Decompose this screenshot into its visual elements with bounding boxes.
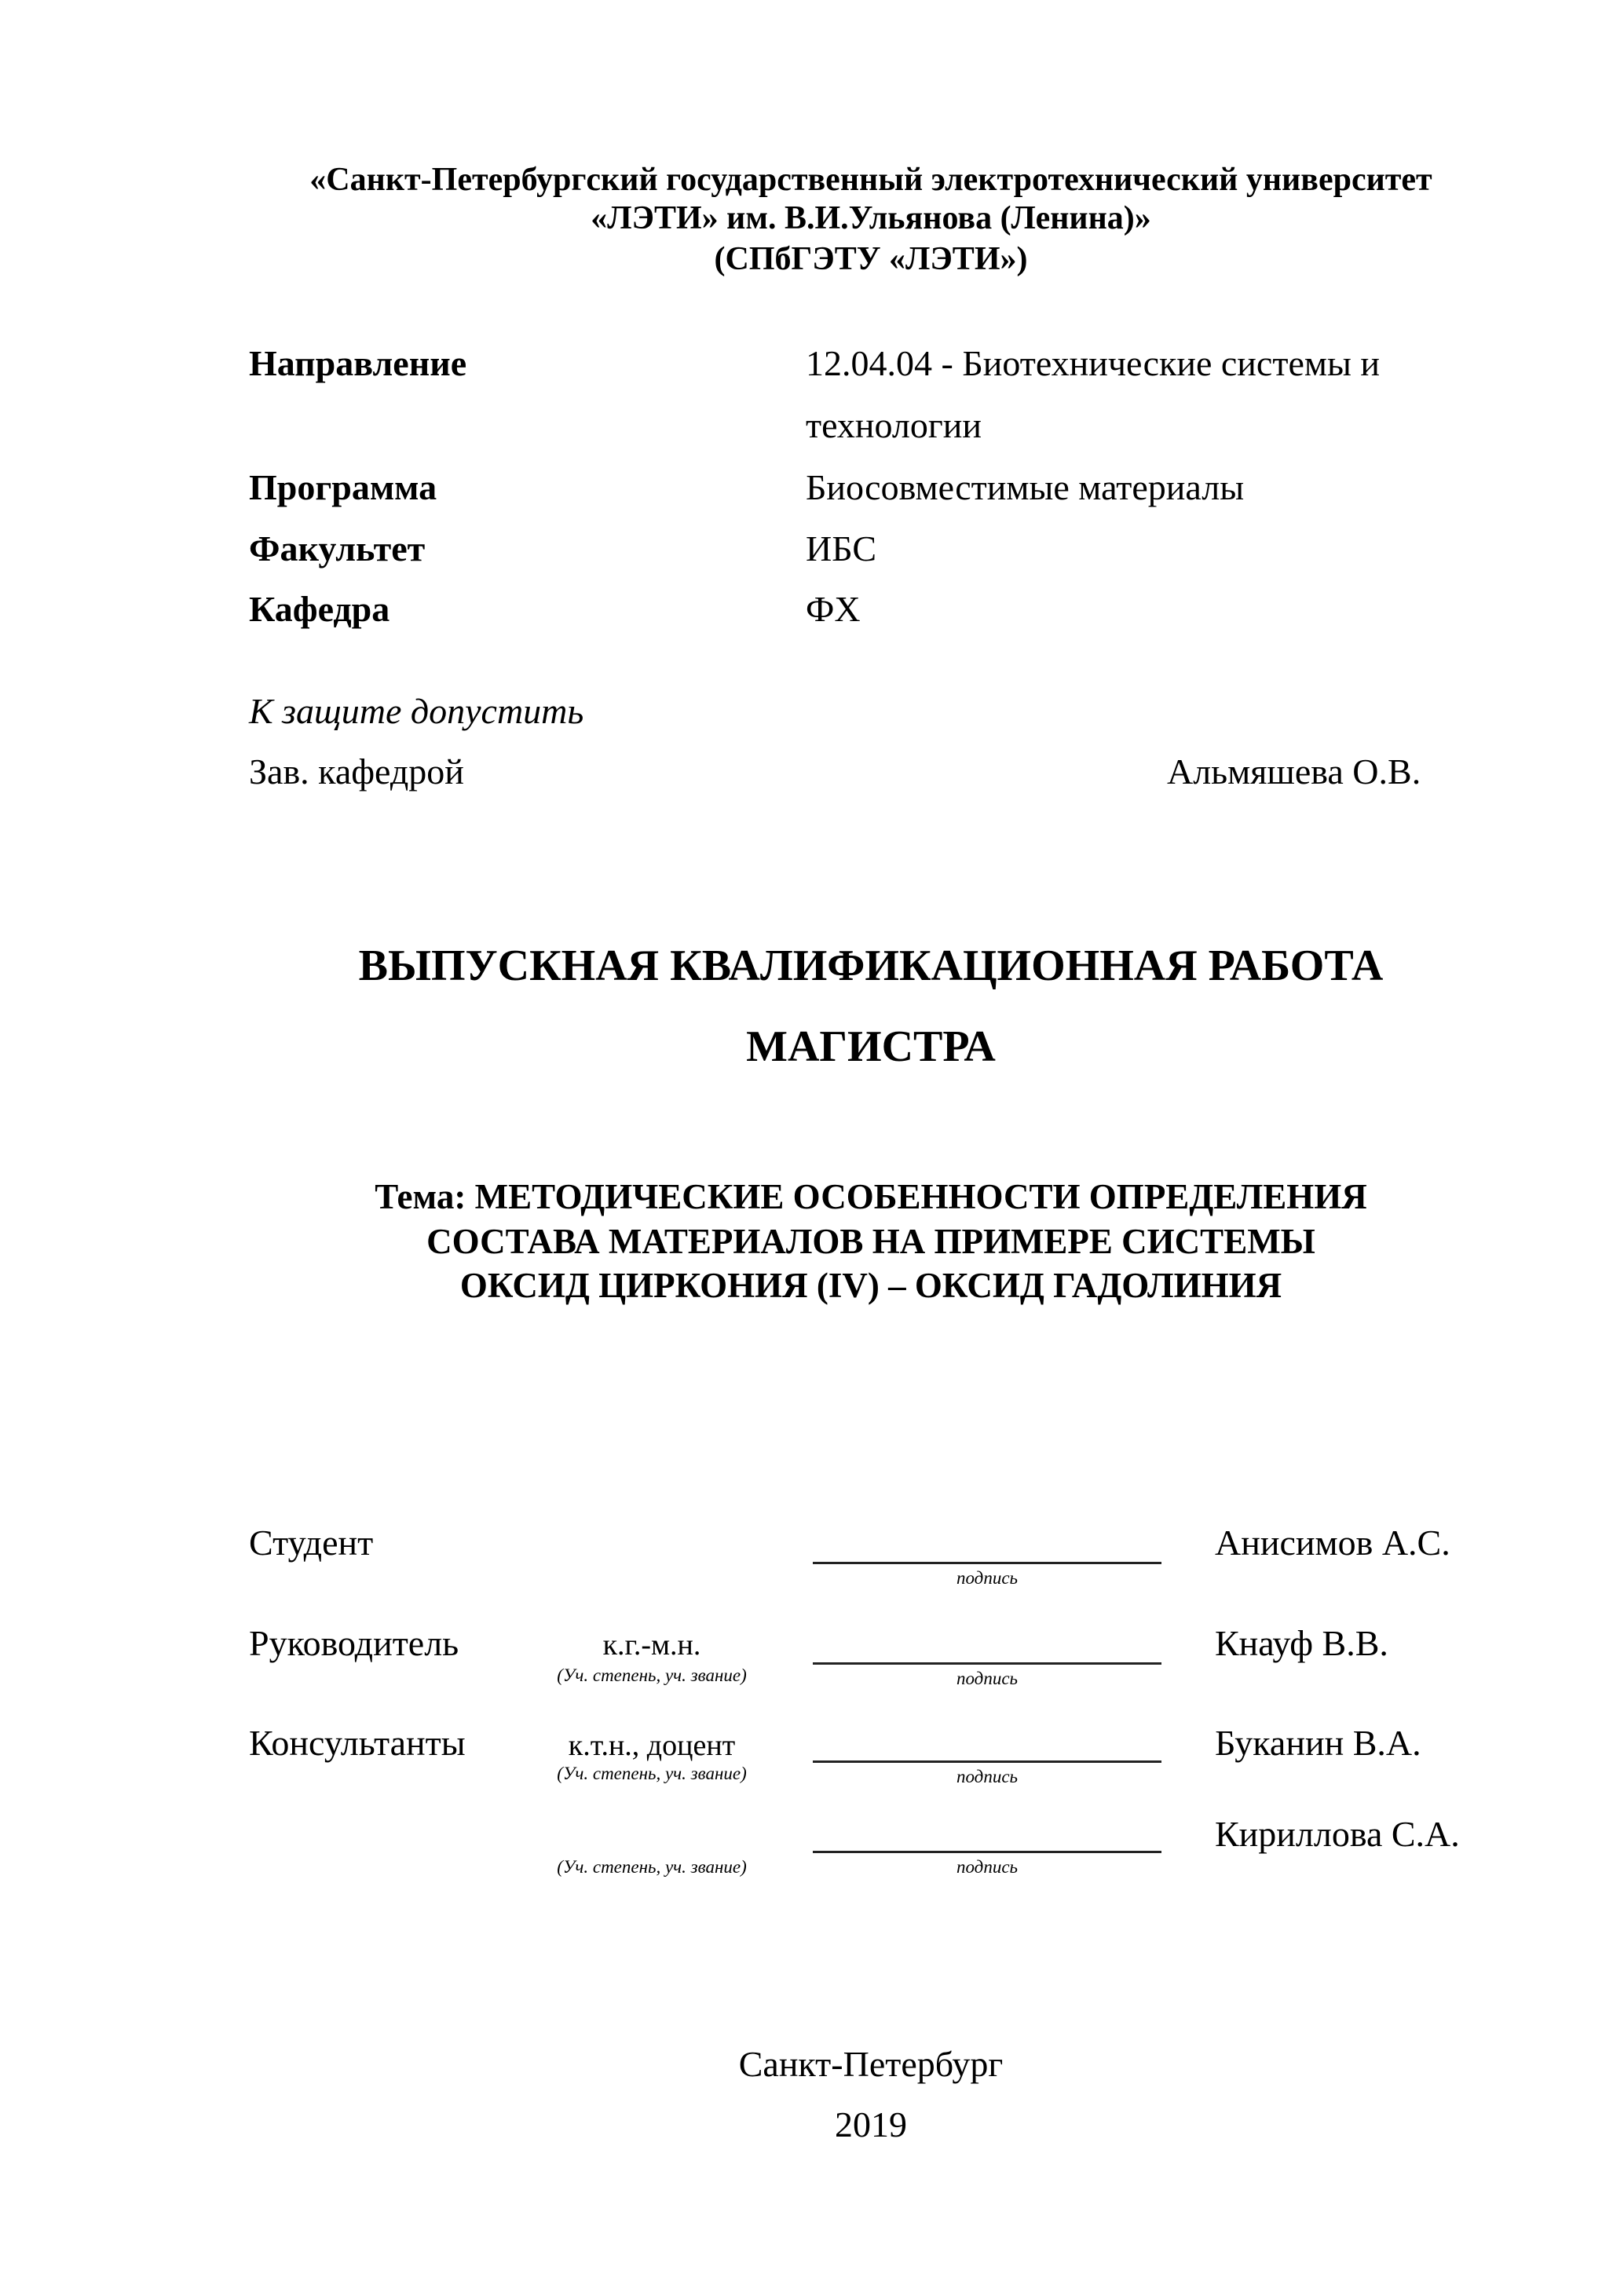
head-of-department-label: Зав. кафедрой bbox=[249, 751, 464, 792]
university-name-line1: «Санкт-Петербургский государственный электротехнический университет bbox=[309, 162, 1432, 198]
faculty-value: ИБС bbox=[806, 528, 877, 569]
supervisor-name: Кнауф В.В. bbox=[1215, 1623, 1388, 1663]
student-signature-line bbox=[813, 1562, 1161, 1564]
topic-line1: Тема: МЕТОДИЧЕСКИЕ ОСОБЕННОСТИ ОПРЕДЕЛЕНИЯ bbox=[375, 1177, 1367, 1216]
supervisor-degree: к.г.-м.н. bbox=[602, 1629, 701, 1662]
supervisor-role: Руководитель bbox=[249, 1623, 459, 1663]
direction-value-cont: технологии bbox=[806, 405, 982, 445]
program-label: Программа bbox=[249, 467, 437, 507]
direction-value: 12.04.04 - Биотехнические системы и bbox=[806, 343, 1380, 383]
consultant1-degree: к.т.н., доцент bbox=[568, 1729, 736, 1762]
topic-line3: ОКСИД ЦИРКОНИЯ (IV) – ОКСИД ГАДОЛИНИЯ bbox=[459, 1266, 1282, 1305]
direction-label: Направление bbox=[249, 343, 467, 383]
head-of-department-name: Альмяшева О.В. bbox=[1167, 751, 1421, 792]
consultants-role: Консультанты bbox=[249, 1723, 466, 1763]
document-title-line2: МАГИСТРА bbox=[746, 1022, 996, 1071]
topic-line2: СОСТАВА МАТЕРИАЛОВ НА ПРИМЕРЕ СИСТЕМЫ bbox=[426, 1222, 1315, 1261]
department-label: Кафедра bbox=[249, 589, 390, 629]
student-name: Анисимов А.С. bbox=[1215, 1523, 1450, 1563]
faculty-label: Факультет bbox=[249, 528, 426, 569]
consultant2-signature-caption: подпись bbox=[956, 1857, 1018, 1877]
consultant1-signature-line bbox=[813, 1760, 1161, 1763]
consultant2-degree-caption: (Уч. степень, уч. звание) bbox=[557, 1857, 747, 1877]
year: 2019 bbox=[835, 2104, 907, 2144]
university-abbreviation: (СПбГЭТУ «ЛЭТИ») bbox=[714, 241, 1028, 277]
document-title-line1: ВЫПУСКНАЯ КВАЛИФИКАЦИОННАЯ РАБОТА bbox=[358, 941, 1384, 990]
city: Санкт-Петербург bbox=[738, 2044, 1004, 2084]
student-role: Студент bbox=[249, 1523, 374, 1563]
admit-to-defense: К защите допустить bbox=[249, 691, 584, 731]
consultant1-degree-caption: (Уч. степень, уч. звание) bbox=[557, 1764, 747, 1783]
university-name-line2: «ЛЭТИ» им. В.И.Ульянова (Ленина)» bbox=[591, 200, 1151, 236]
supervisor-degree-caption: (Уч. степень, уч. звание) bbox=[557, 1665, 747, 1685]
student-signature-caption: подпись bbox=[956, 1568, 1018, 1588]
supervisor-signature-caption: подпись bbox=[956, 1669, 1018, 1688]
consultant2-signature-line bbox=[813, 1851, 1161, 1853]
department-value: ФХ bbox=[806, 589, 861, 629]
consultant1-signature-caption: подпись bbox=[956, 1767, 1018, 1786]
program-value: Биосовместимые материалы bbox=[806, 467, 1245, 507]
supervisor-signature-line bbox=[813, 1662, 1161, 1665]
consultant1-name: Буканин В.А. bbox=[1215, 1723, 1421, 1763]
consultant2-name: Кириллова С.А. bbox=[1215, 1814, 1460, 1854]
